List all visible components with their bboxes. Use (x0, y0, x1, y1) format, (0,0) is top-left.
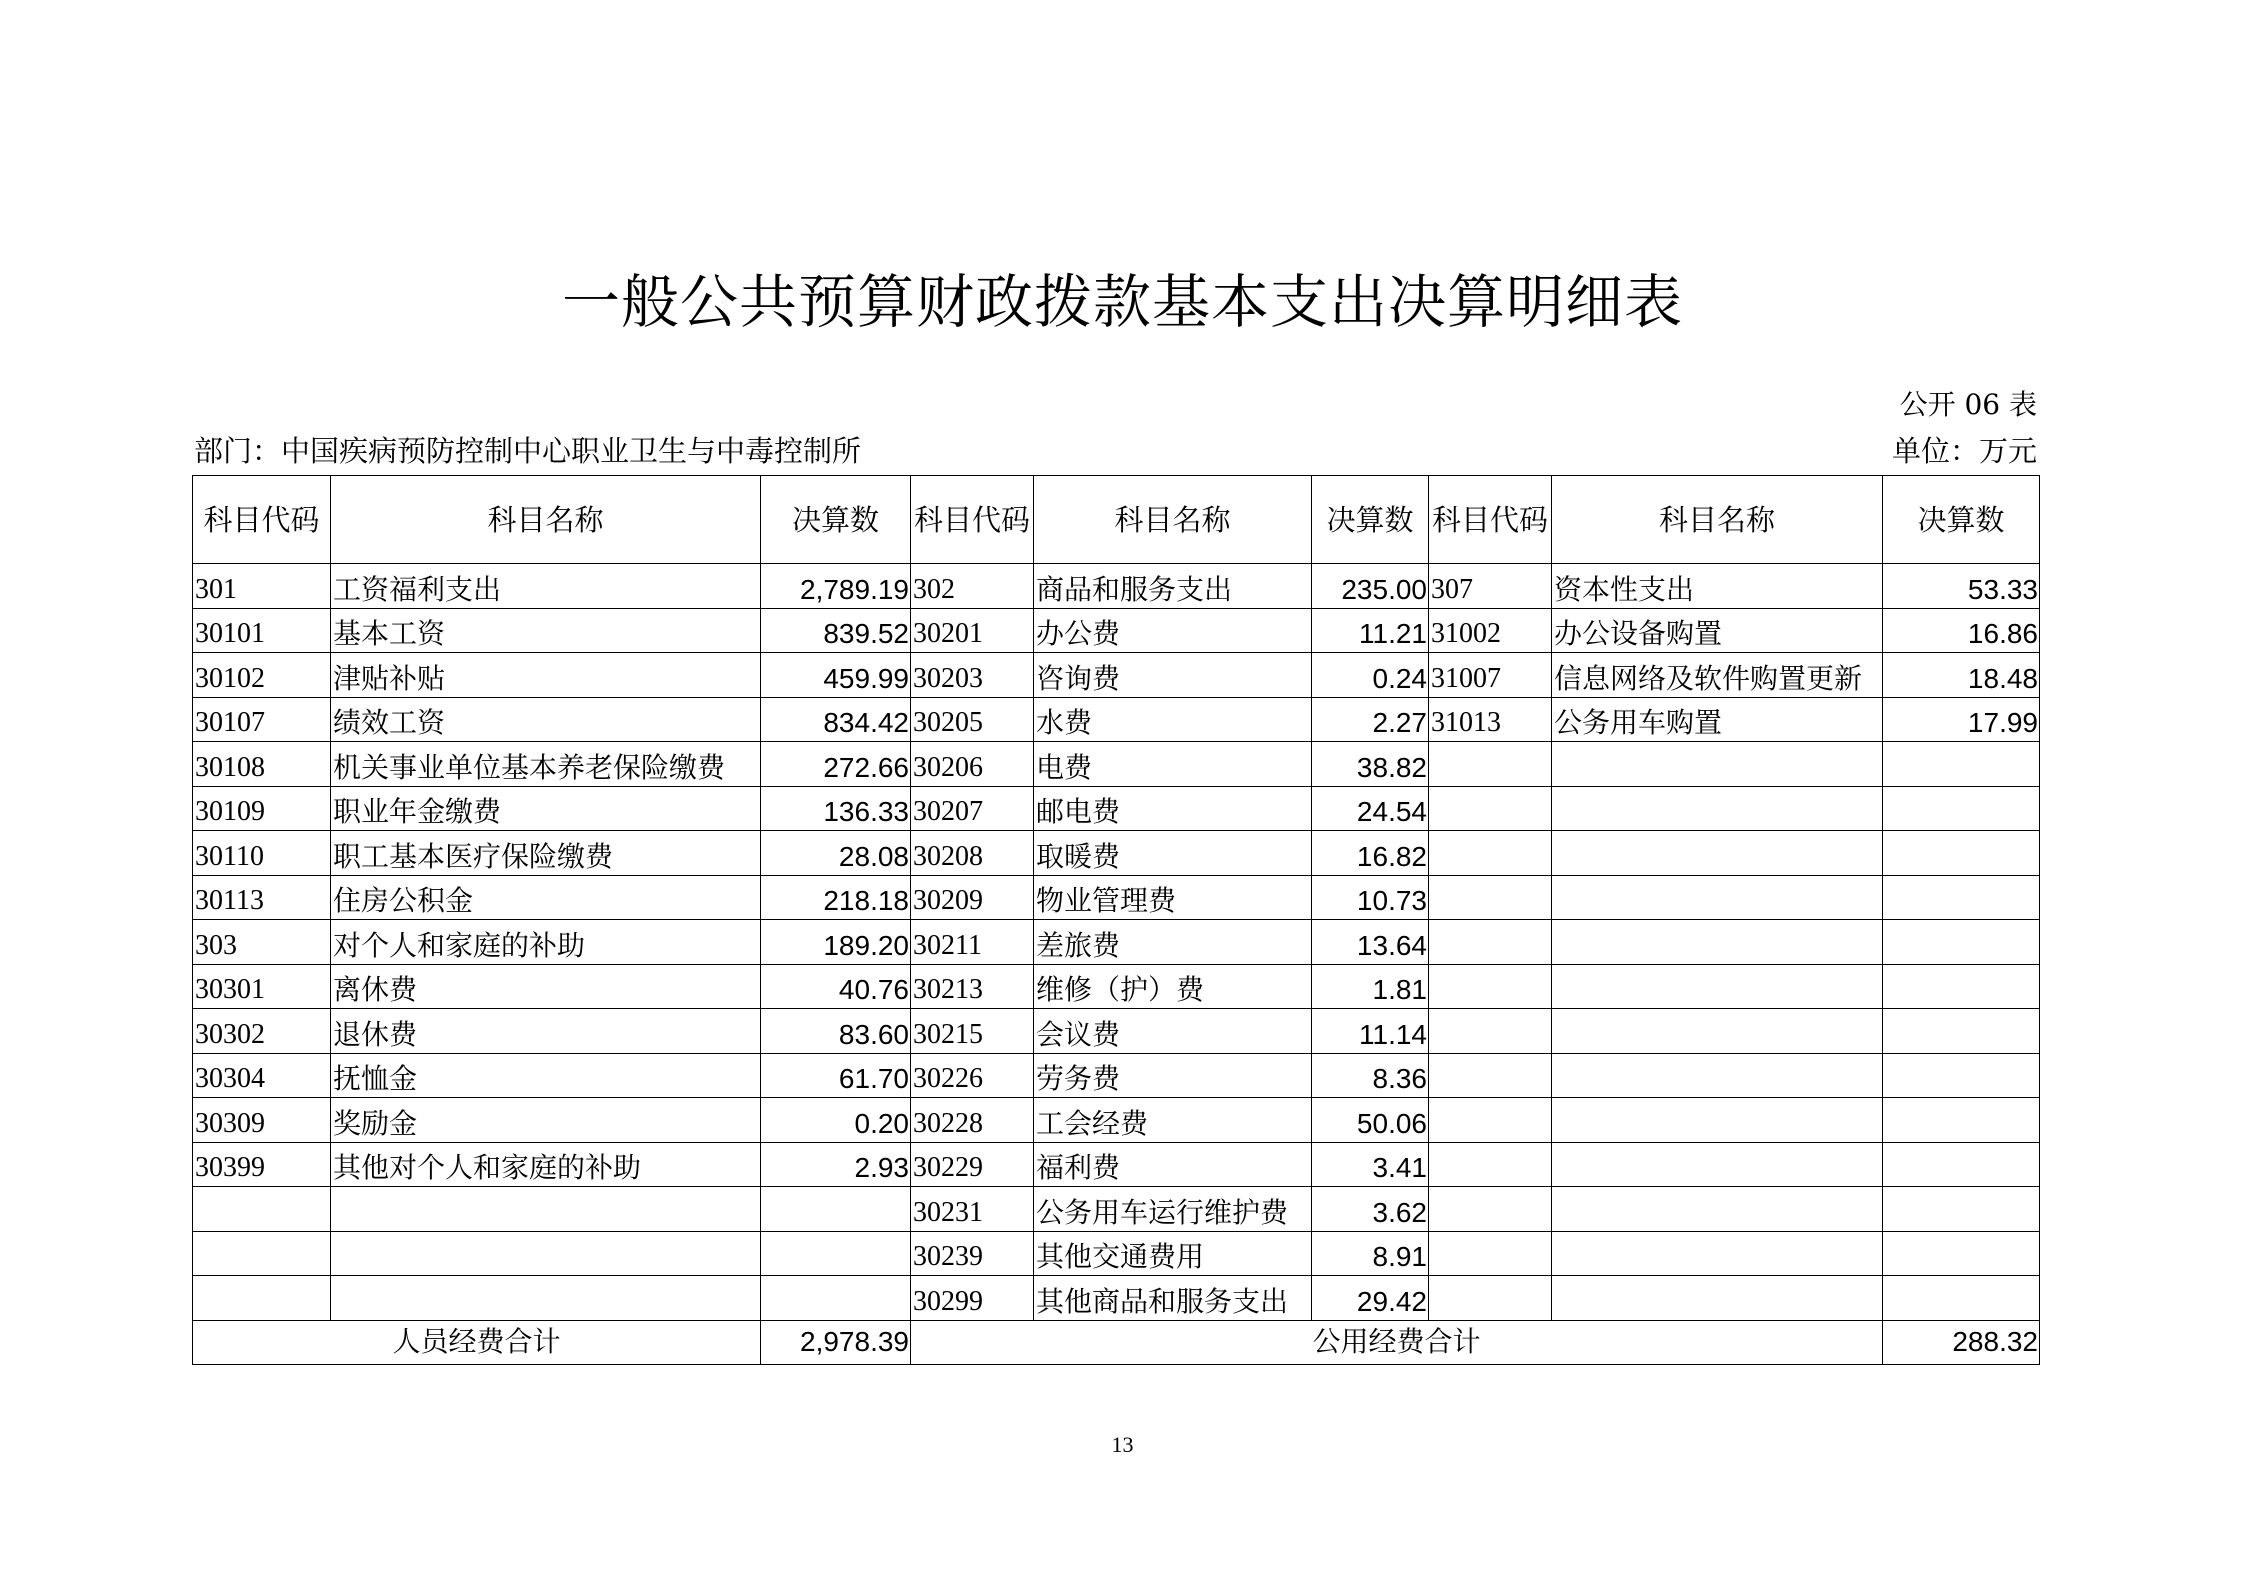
subject-name-cell (331, 1231, 761, 1276)
amount-cell (1883, 1231, 2040, 1276)
subject-code-cell: 30226 (911, 1053, 1034, 1098)
subject-name-cell: 住房公积金 (331, 875, 761, 920)
subject-code-cell: 30299 (911, 1276, 1034, 1321)
subject-code-cell (1429, 742, 1552, 787)
table-row (193, 1053, 2040, 1098)
subject-name-cell: 公务用车购置 (1552, 697, 1883, 742)
amount-cell: 272.66 (761, 742, 911, 787)
amount-cell: 40.76 (761, 964, 911, 1009)
amount-cell: 218.18 (761, 875, 911, 920)
subject-name-cell (1552, 1098, 1883, 1143)
subject-code-cell: 30108 (193, 742, 331, 787)
subject-code-cell: 30231 (911, 1187, 1034, 1232)
amount-cell: 834.42 (761, 697, 911, 742)
subject-code-cell (193, 1276, 331, 1321)
subject-name-cell: 电费 (1034, 742, 1312, 787)
subject-name-cell: 工会经费 (1034, 1098, 1312, 1143)
header-cell: 科目名称 (331, 476, 761, 564)
subject-name-cell: 办公设备购置 (1552, 608, 1883, 653)
subject-code-cell: 30213 (911, 964, 1034, 1009)
table-row (193, 608, 2040, 653)
amount-cell: 17.99 (1883, 697, 2040, 742)
subject-name-cell: 会议费 (1034, 1009, 1312, 1054)
subject-name-cell: 其他对个人和家庭的补助 (331, 1142, 761, 1187)
subject-name-cell (1552, 1009, 1883, 1054)
table-header-row (193, 476, 2040, 564)
subject-name-cell: 公务用车运行维护费 (1034, 1187, 1312, 1232)
header-cell: 决算数 (1883, 476, 2040, 564)
amount-cell: 24.54 (1312, 786, 1429, 831)
subject-name-cell (1552, 964, 1883, 1009)
subject-code-cell: 302 (911, 564, 1034, 609)
subject-name-cell: 工资福利支出 (331, 564, 761, 609)
subject-name-cell (331, 1276, 761, 1321)
table-row (193, 1142, 2040, 1187)
subject-code-cell (193, 1187, 331, 1232)
subject-name-cell: 抚恤金 (331, 1053, 761, 1098)
subject-code-cell (1429, 1009, 1552, 1054)
amount-cell (1883, 1009, 2040, 1054)
header-cell: 科目代码 (193, 476, 331, 564)
subject-code-cell: 30215 (911, 1009, 1034, 1054)
subject-name-cell: 商品和服务支出 (1034, 564, 1312, 609)
subject-code-cell: 30107 (193, 697, 331, 742)
subject-name-cell: 福利费 (1034, 1142, 1312, 1187)
amount-cell: 2.93 (761, 1142, 911, 1187)
subject-code-cell (1429, 831, 1552, 876)
table-row (193, 1009, 2040, 1054)
subject-name-cell (1552, 1187, 1883, 1232)
amount-cell: 136.33 (761, 786, 911, 831)
subject-code-cell: 30229 (911, 1142, 1034, 1187)
subject-code-cell (1429, 1142, 1552, 1187)
totals-row (193, 1320, 2040, 1364)
subject-name-cell (331, 1187, 761, 1232)
subject-code-cell: 30228 (911, 1098, 1034, 1143)
subject-code-cell: 31013 (1429, 697, 1552, 742)
amount-cell: 13.64 (1312, 920, 1429, 965)
amount-cell (1883, 964, 2040, 1009)
subject-name-cell: 奖励金 (331, 1098, 761, 1143)
subject-name-cell: 邮电费 (1034, 786, 1312, 831)
table-row (193, 831, 2040, 876)
unit-label: 单位：万元 (1891, 434, 2037, 468)
amount-cell: 11.14 (1312, 1009, 1429, 1054)
subject-code-cell: 303 (193, 920, 331, 965)
personnel-total-label: 人员经费合计 (193, 1320, 761, 1364)
subject-code-cell: 307 (1429, 564, 1552, 609)
subject-code-cell: 30101 (193, 608, 331, 653)
header-cell: 科目名称 (1552, 476, 1883, 564)
subject-code-cell: 31007 (1429, 653, 1552, 698)
subject-name-cell: 津贴补贴 (331, 653, 761, 698)
amount-cell: 3.41 (1312, 1142, 1429, 1187)
subject-code-cell: 30209 (911, 875, 1034, 920)
personnel-total-value: 2,978.39 (761, 1320, 911, 1364)
subject-code-cell (1429, 1231, 1552, 1276)
subject-code-cell (1429, 1053, 1552, 1098)
page-number: 13 (1111, 1432, 1134, 1457)
amount-cell: 2,789.19 (761, 564, 911, 609)
subject-name-cell: 水费 (1034, 697, 1312, 742)
header-cell: 决算数 (1312, 476, 1429, 564)
amount-cell: 29.42 (1312, 1276, 1429, 1321)
amount-cell: 38.82 (1312, 742, 1429, 787)
subject-code-cell (1429, 786, 1552, 831)
amount-cell: 16.82 (1312, 831, 1429, 876)
amount-cell: 0.24 (1312, 653, 1429, 698)
subject-code-cell: 30109 (193, 786, 331, 831)
table-row (193, 742, 2040, 787)
amount-cell (1883, 875, 2040, 920)
table-row (193, 1276, 2040, 1321)
amount-cell: 235.00 (1312, 564, 1429, 609)
subject-name-cell (1552, 1231, 1883, 1276)
amount-cell (1883, 920, 2040, 965)
table-row (193, 875, 2040, 920)
subject-name-cell (1552, 1053, 1883, 1098)
subject-code-cell: 30239 (911, 1231, 1034, 1276)
subject-name-cell: 资本性支出 (1552, 564, 1883, 609)
subject-code-cell: 30304 (193, 1053, 331, 1098)
subject-name-cell (1552, 742, 1883, 787)
amount-cell (1883, 1098, 2040, 1143)
subject-code-cell: 30207 (911, 786, 1034, 831)
amount-cell: 61.70 (761, 1053, 911, 1098)
subject-code-cell: 30208 (911, 831, 1034, 876)
subject-code-cell: 31002 (1429, 608, 1552, 653)
table-row (193, 1098, 2040, 1143)
subject-code-cell: 30113 (193, 875, 331, 920)
subject-name-cell (1552, 831, 1883, 876)
amount-cell: 2.27 (1312, 697, 1429, 742)
subject-code-cell (1429, 1276, 1552, 1321)
subject-name-cell: 其他交通费用 (1034, 1231, 1312, 1276)
amount-cell (1883, 1187, 2040, 1232)
subject-name-cell: 机关事业单位基本养老保险缴费 (331, 742, 761, 787)
subject-name-cell (1552, 1142, 1883, 1187)
table-row (193, 1187, 2040, 1232)
subject-name-cell: 办公费 (1034, 608, 1312, 653)
subject-code-cell: 30211 (911, 920, 1034, 965)
public-total-value: 288.32 (1883, 1320, 2040, 1364)
subject-code-cell (193, 1231, 331, 1276)
amount-cell: 18.48 (1883, 653, 2040, 698)
header-cell: 决算数 (761, 476, 911, 564)
subject-name-cell: 其他商品和服务支出 (1034, 1276, 1312, 1321)
amount-cell: 10.73 (1312, 875, 1429, 920)
header-cell: 科目代码 (1429, 476, 1552, 564)
amount-cell: 459.99 (761, 653, 911, 698)
amount-cell (761, 1276, 911, 1321)
subject-name-cell: 劳务费 (1034, 1053, 1312, 1098)
page-title: 一般公共预算财政拨款基本支出决算明细表 (561, 268, 1683, 336)
subject-code-cell: 30206 (911, 742, 1034, 787)
amount-cell (1883, 1053, 2040, 1098)
subject-code-cell (1429, 964, 1552, 1009)
amount-cell: 28.08 (761, 831, 911, 876)
subject-name-cell (1552, 920, 1883, 965)
subject-code-cell (1429, 875, 1552, 920)
subject-name-cell: 离休费 (331, 964, 761, 1009)
subject-code-cell: 30302 (193, 1009, 331, 1054)
subject-code-cell: 30203 (911, 653, 1034, 698)
subject-name-cell: 绩效工资 (331, 697, 761, 742)
subject-name-cell: 对个人和家庭的补助 (331, 920, 761, 965)
subject-name-cell: 物业管理费 (1034, 875, 1312, 920)
subject-code-cell: 30399 (193, 1142, 331, 1187)
table-row (193, 1231, 2040, 1276)
amount-cell: 189.20 (761, 920, 911, 965)
form-number: 公开 06 表 (1899, 388, 2037, 421)
amount-cell: 839.52 (761, 608, 911, 653)
subject-code-cell: 30102 (193, 653, 331, 698)
subject-name-cell: 职业年金缴费 (331, 786, 761, 831)
subject-name-cell: 取暖费 (1034, 831, 1312, 876)
subject-code-cell: 30205 (911, 697, 1034, 742)
department-label: 部门：中国疾病预防控制中心职业卫生与中毒控制所 (194, 434, 862, 468)
subject-name-cell: 信息网络及软件购置更新 (1552, 653, 1883, 698)
subject-name-cell: 退休费 (331, 1009, 761, 1054)
subject-code-cell: 30201 (911, 608, 1034, 653)
table-row (193, 564, 2040, 609)
subject-name-cell: 咨询费 (1034, 653, 1312, 698)
table-row (193, 786, 2040, 831)
amount-cell: 1.81 (1312, 964, 1429, 1009)
amount-cell (1883, 831, 2040, 876)
public-total-label: 公用经费合计 (911, 1320, 1883, 1364)
header-cell: 科目名称 (1034, 476, 1312, 564)
expenditure-detail-table (192, 475, 2040, 1365)
subject-name-cell: 差旅费 (1034, 920, 1312, 965)
amount-cell: 8.91 (1312, 1231, 1429, 1276)
subject-name-cell (1552, 875, 1883, 920)
amount-cell (1883, 742, 2040, 787)
table-row (193, 920, 2040, 965)
subject-code-cell (1429, 920, 1552, 965)
subject-name-cell (1552, 1276, 1883, 1321)
subject-code-cell: 30309 (193, 1098, 331, 1143)
amount-cell: 3.62 (1312, 1187, 1429, 1232)
amount-cell (761, 1231, 911, 1276)
subject-name-cell: 维修（护）费 (1034, 964, 1312, 1009)
subject-name-cell: 基本工资 (331, 608, 761, 653)
amount-cell: 53.33 (1883, 564, 2040, 609)
subject-code-cell (1429, 1098, 1552, 1143)
table-row (193, 653, 2040, 698)
subject-name-cell (1552, 786, 1883, 831)
amount-cell: 11.21 (1312, 608, 1429, 653)
subject-code-cell (1429, 1187, 1552, 1232)
amount-cell (761, 1187, 911, 1232)
amount-cell: 83.60 (761, 1009, 911, 1054)
table-row (193, 964, 2040, 1009)
amount-cell: 8.36 (1312, 1053, 1429, 1098)
amount-cell (1883, 1276, 2040, 1321)
amount-cell: 16.86 (1883, 608, 2040, 653)
amount-cell: 50.06 (1312, 1098, 1429, 1143)
amount-cell (1883, 1142, 2040, 1187)
subject-name-cell: 职工基本医疗保险缴费 (331, 831, 761, 876)
subject-code-cell: 30301 (193, 964, 331, 1009)
amount-cell (1883, 786, 2040, 831)
amount-cell: 0.20 (761, 1098, 911, 1143)
subject-code-cell: 30110 (193, 831, 331, 876)
table-row (193, 697, 2040, 742)
subject-code-cell: 301 (193, 564, 331, 609)
header-cell: 科目代码 (911, 476, 1034, 564)
